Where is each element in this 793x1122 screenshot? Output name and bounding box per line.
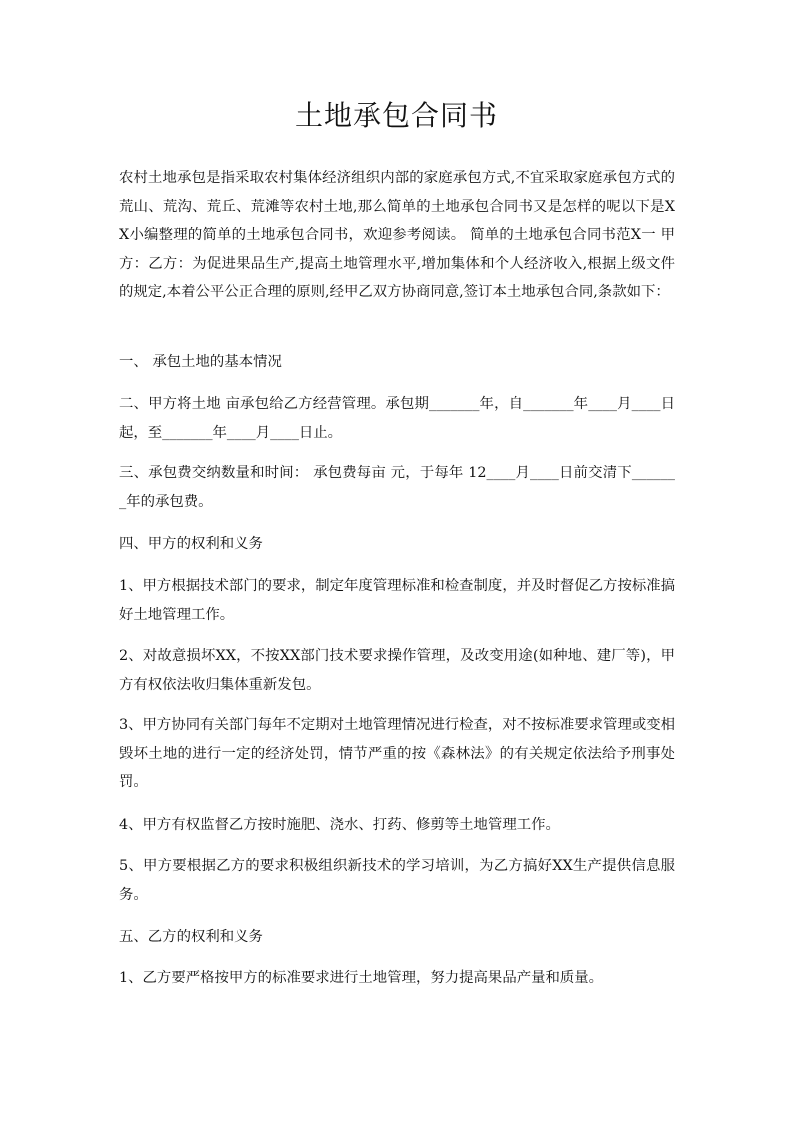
section-4-item-4: 4、甲方有权监督乙方按时施肥、浇水、打药、修剪等土地管理工作。 bbox=[119, 817, 560, 833]
section-4-item-1: 1、甲方根据技术部门的要求，制定年度管理标准和检查制度，并及时督促乙方按标准搞好土地管理工作。 bbox=[119, 578, 676, 623]
section-4-item-5: 5、甲方要根据乙方的要求积极组织新技术的学习培训，为乙方搞好XX生产提供信息服务。 bbox=[119, 858, 675, 903]
intro-paragraph: 农村土地承包是指采取农村集体经济组织内部的家庭承包方式,不宜采取家庭承包方式的荒山、荒沟、荒丘、荒滩等农村土地,那么简单的土地承包合同书又是怎样的呢以下是XX小编整理的简单的土地承包合同书，欢迎参考阅读。 简单的土地承包合同书范X一 甲方：乙方：为促进果品生产,提高土地管理水平,增加集体和个人经济收入,根据上级文件的规定,本着公平公正合理的原则,经甲乙双方协商同意,签订本土地承包合同,条款如下： bbox=[119, 170, 675, 300]
section-5-heading: 五、乙方的权利和义务 bbox=[119, 929, 263, 945]
section-4-item-3: 3、甲方协同有关部门每年不定期对土地管理情况进行检查，对不按标准要求管理或变相毁坏土地的进行一定的经济处罚，情节严重的按《森林法》的有关规定依法给予刑事处罚。 bbox=[119, 717, 676, 790]
section-4-heading: 四、甲方的权利和义务 bbox=[119, 536, 263, 552]
section-5-item-1: 1、乙方要严格按甲方的标准要求进行土地管理，努力提高果品产量和质量。 bbox=[119, 970, 604, 986]
section-1-heading: 一、 承包土地的基本情况 bbox=[119, 354, 282, 370]
document-title: 土地承包合同书 bbox=[294, 99, 498, 132]
section-4-item-2: 2、对故意损坏XX，不按XX部门技术要求操作管理，及改变用途(如种地、建厂等)，甲方有权依法收归集体重新发包。 bbox=[119, 648, 675, 693]
section-2-paragraph: 二、甲方将土地 亩承包给乙方经营管理。承包期_______年，自_______年____月____日起，至_______年____月____日止。 bbox=[119, 396, 675, 441]
section-3-paragraph: 三、承包费交纳数量和时间： 承包费每亩 元，于每年 12____月____日前交清下_______年的承包费。 bbox=[119, 465, 675, 510]
